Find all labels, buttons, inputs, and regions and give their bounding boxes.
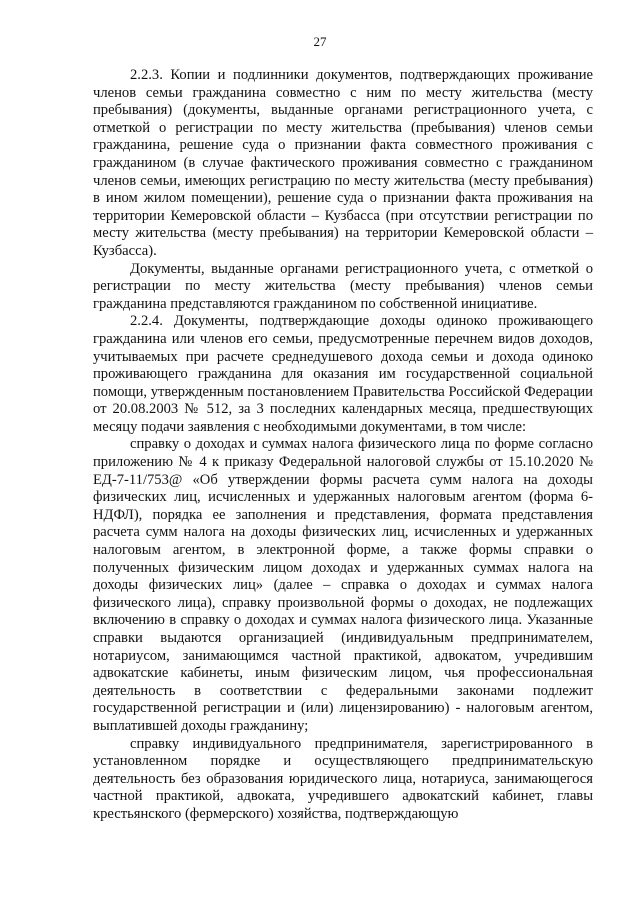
paragraph-registration-documents: Документы, выданные органами регистрационного учета, с отметкой о регистрации по месту жительства (месту пребывания) членов семьи гражданина представляются гражданином по собственной инициативе. [93,260,593,312]
paragraph-2-2-4: 2.2.4. Документы, подтверждающие доходы одиноко проживающего гражданина или членов его семьи, предусмотренные перечнем видов доходов, учитываемых при расчете среднедушевого дохода семьи и дохода одиноко проживающего гражданина для оказания им государственной социальной помощи, утвержденным постановлением Правительства Российской Федерации от 20.08.2003 № 512, за 3 последних календарных месяца, предшествующих месяцу подачи заявления с необходимыми документами, в том числе: [93,313,593,435]
paragraph-entrepreneur-certificate: справку индивидуального предпринимателя, зарегистрированного в установленном порядке и осуществляющего предпринимательскую деятельность без образования юридического лица, нотариуса, занимающегося частной практикой, адвоката, учредившего адвокатский кабинет, главы крестьянского (фермерского) хозяйства, подтверждающую [93,735,593,822]
page-number: 27 [313,34,327,49]
document-body [93,67,593,824]
paragraph-2-2-3: 2.2.3. Копии и подлинники документов, подтверждающих проживание членов семьи гражданина совместно с ним по месту жительства (месту пребывания) (документы, выданные органами регистрационного учета, с отметкой о регистрации по месту жительства (пребывания) членов семьи гражданина, решение суда о признании факта совместного проживания с гражданином (в случае фактического проживания совместно с гражданином членов семьи, имеющих регистрацию по месту жительства (месту пребывания) в ином жилом помещении), решение суда о признании факта проживания на территории Кемеровской области – Кузбасса (при отсутствии регистрации по месту жительства (месту пребывания) на территории Кемеровской области – Кузбасса). [93,67,593,259]
paragraph-income-certificate: справку о доходах и суммах налога физического лица по форме согласно приложению № 4 к приказу Федеральной налоговой службы от 15.10.2020 № ЕД-7-11/753@ «Об утверждении формы расчета сумм налога на доходы физических лиц, исчисленных и удержанных налоговым агентом (форма 6-НДФЛ), порядка ее заполнения и представления, формата представления расчета сумм налога на доходы физических лиц, исчисленных и удержанных налоговым агентом, в электронной форме, а также формы справки о полученных физическим лицом доходах и удержанных суммах налога на доходы физических лиц» (далее – справка о доходах и суммах налога физического лица), справку произвольной формы о доходах, не подлежащих включению в справку о доходах и суммах налога физического лица. Указанные справки выдаются организацией (индивидуальным предпринимателем, нотариусом, занимающимся частной практикой, адвокатом, учредившим адвокатские кабинеты, иным физическим лицом, чья профессиональная деятельность в соответствии с федеральными законами подлежит государственной регистрации и (или) лицензированию) - налоговым агентом, выплатившей доходы гражданину; [93,436,593,734]
